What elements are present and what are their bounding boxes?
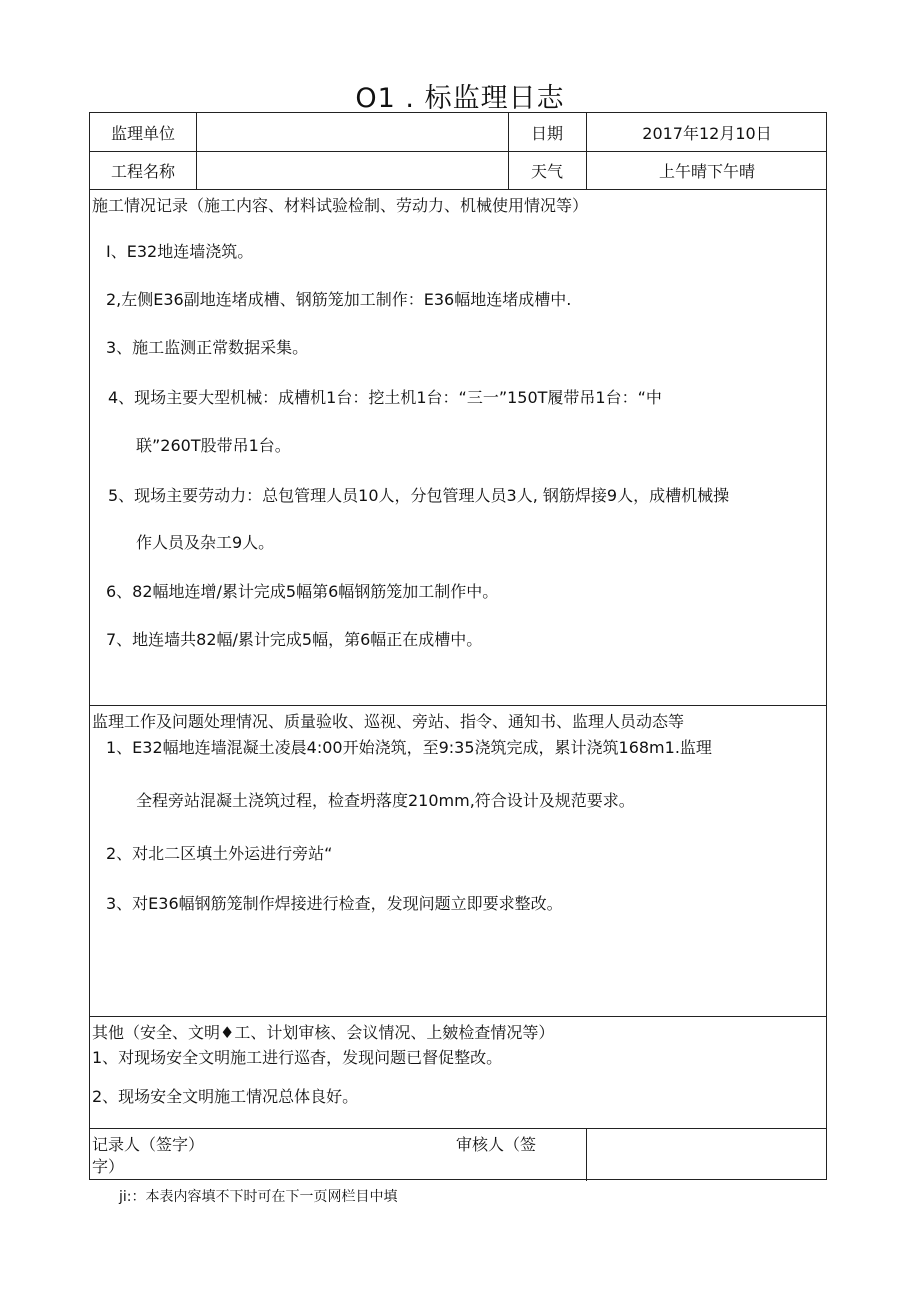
construction-item: 6、82幅地连增/累计完成5幅第6幅钢筋笼加工制作中。	[106, 582, 499, 601]
construction-heading: 施工情况记录（施工内容、材料试验检制、劳动力、机械使用情况等）	[92, 196, 589, 215]
row-divider	[90, 705, 826, 706]
date-value: 2017年12月10日	[642, 123, 772, 143]
page-title: O1 . 标监理日志	[355, 83, 565, 114]
signature-blank	[586, 1128, 828, 1181]
construction-item: I、E32地连墙浇筑。	[106, 242, 254, 261]
construction-item: 作人员及杂工9人。	[136, 533, 275, 552]
date-label: 日期	[530, 123, 563, 143]
recorder-label: 记录人（签字）	[92, 1135, 205, 1154]
supervision-item: 2、对北二区填土外运进行旁站“	[106, 844, 333, 863]
construction-item: 3、施工监测正常数据采集。	[106, 338, 309, 357]
project-label: 工程名称	[110, 161, 175, 181]
construction-item: 7、地连墙共82幅/累计完成5幅，第6幅正在成槽中。	[106, 630, 483, 649]
unit-label: 监理单位	[110, 123, 175, 143]
reviewer-label: 审核人（签	[456, 1135, 537, 1154]
other-heading: 其他（安全、文明♦工、计划审核、会议情况、上皴检查情况等）	[92, 1023, 555, 1042]
reviewer-label-continued: 字）	[92, 1157, 125, 1176]
unit-value	[196, 113, 508, 151]
construction-item: 4、现场主要大型机械：成槽机1台：挖土机1台：“三一”150T履带吊1台：“中	[108, 388, 662, 407]
row-divider	[90, 1016, 826, 1017]
supervision-item: 3、对E36幅钢筋笼制作焊接进行检查，发现问题立即要求整改。	[106, 894, 563, 913]
other-item: 2、现场安全文明施工情况总体良好。	[92, 1087, 359, 1106]
supervision-item: 全程旁站混凝土浇筑过程，检查坍落度210mm,符合设计及规范要求。	[136, 791, 635, 810]
supervision-item: 1、E32幅地连墙混凝土凌晨4:00开始浇筑，至9:35浇筑完成，累计浇筑168m1.监理	[106, 738, 712, 757]
construction-item: 5、现场主要劳动力：总包管理人员10人，分包管理人员3人, 钢筋焊接9人，成槽机械操	[108, 486, 730, 505]
project-value	[196, 151, 508, 189]
row-divider	[90, 189, 826, 190]
log-table	[89, 112, 827, 1180]
construction-item: 联”260T股带吊1台。	[136, 436, 291, 455]
weather-label: 天气	[530, 161, 563, 181]
supervision-heading: 监理工作及问题处理情况、质量验收、巡视、旁站、指令、通知书、监理人员动态等	[92, 712, 685, 731]
weather-value: 上午晴下午晴	[658, 161, 755, 181]
footnote: ji:：本表内容填不下时可在下一页网栏目中填	[119, 1189, 398, 1205]
other-item: 1、对现场安全文明施工进行巡杳，发现问题已督促整改。	[92, 1048, 503, 1067]
construction-item: 2,左侧E36副地连堵成槽、钢筋笼加工制作：E36幅地连堵成槽中.	[106, 290, 572, 309]
